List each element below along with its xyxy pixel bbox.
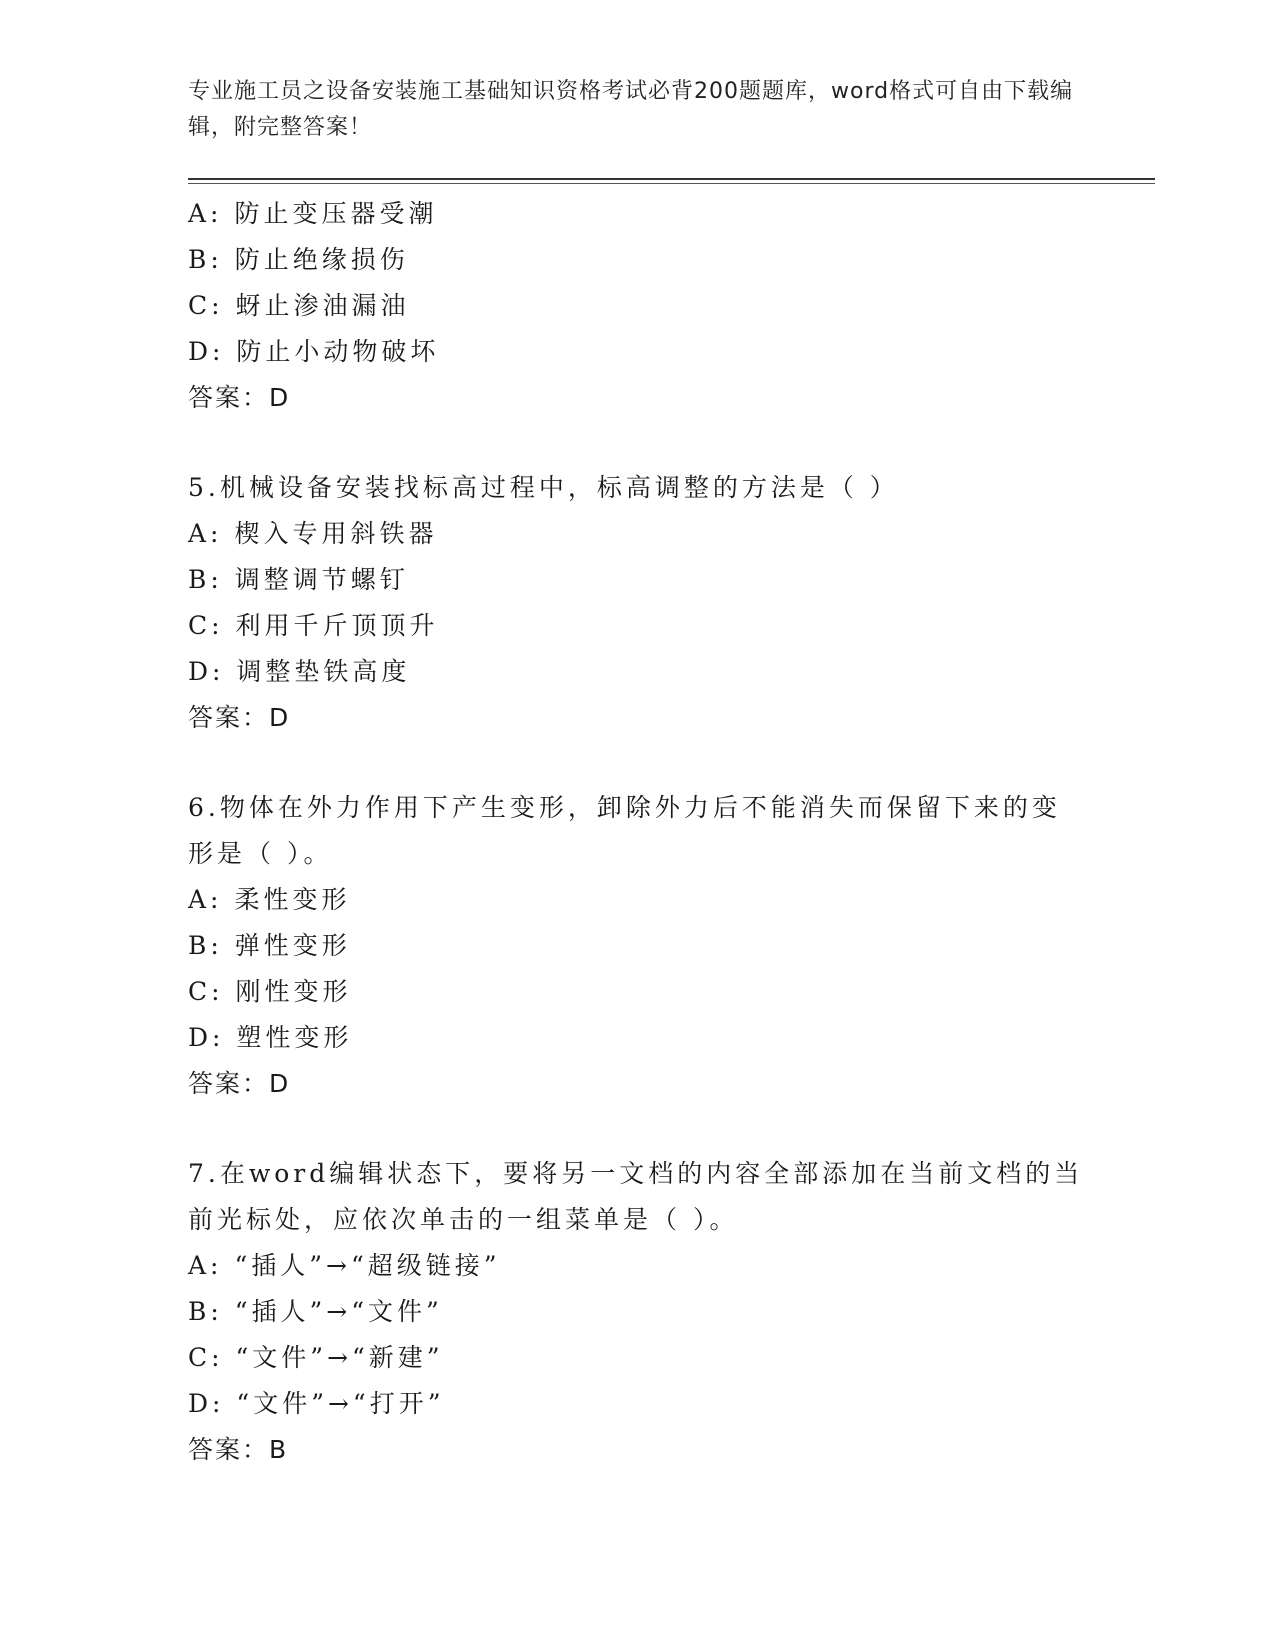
header-divider-thin <box>188 183 1155 184</box>
option-letter: B: <box>188 931 223 960</box>
answer-line: 答案：D <box>188 1069 291 1098</box>
option-text: 利用千斤顶顶升 <box>235 611 439 640</box>
question-block <box>188 465 1088 741</box>
option-c <box>188 1335 1088 1381</box>
option-d <box>188 1381 1088 1427</box>
option-text: 调整垫铁高度 <box>236 657 411 686</box>
option-a <box>188 191 1088 237</box>
spacer <box>188 741 1088 785</box>
option-letter: D: <box>188 657 225 686</box>
option-letter: D: <box>188 1023 225 1052</box>
question-stem: 7.在word编辑状态下，要将另一文档的内容全部添加在当前文档的当前光标处，应依次单击的一组菜单是（ ）。 <box>188 1159 1084 1234</box>
option-letter: B: <box>188 1297 223 1326</box>
question-stem: 6.物体在外力作用下产生变形，卸除外力后不能消失而保留下来的变形是（ ）。 <box>188 793 1061 868</box>
option-letter: C: <box>188 291 224 320</box>
option-b <box>188 557 1088 603</box>
option-letter: D: <box>188 337 225 366</box>
option-text: 楔入专用斜铁器 <box>234 519 438 548</box>
option-text: “插人”→“超级链接” <box>234 1251 501 1280</box>
option-c <box>188 969 1088 1015</box>
option-letter: A: <box>188 519 223 548</box>
option-text: 调整调节螺钉 <box>234 565 409 594</box>
option-text: 防止绝缘损伤 <box>234 245 409 274</box>
option-letter: C: <box>188 1343 224 1372</box>
option-text: “插人”→“文件” <box>234 1297 443 1326</box>
spacer <box>188 421 1088 465</box>
option-b <box>188 1289 1088 1335</box>
option-letter: A: <box>188 885 223 914</box>
option-d <box>188 329 1088 375</box>
option-letter: B: <box>188 245 223 274</box>
option-text: 弹性变形 <box>234 931 351 960</box>
option-c <box>188 283 1088 329</box>
option-text: “文件”→“新建” <box>235 1343 444 1372</box>
question-block <box>188 1151 1088 1473</box>
option-letter: A: <box>188 1251 223 1280</box>
question-block <box>188 191 1088 421</box>
answer-line: 答案：B <box>188 1435 289 1464</box>
answer-line: 答案：D <box>188 703 291 732</box>
option-letter: D: <box>188 1389 225 1418</box>
option-text: 刚性变形 <box>235 977 352 1006</box>
option-a <box>188 1243 1088 1289</box>
option-letter: C: <box>188 977 224 1006</box>
option-text: 柔性变形 <box>234 885 351 914</box>
answer-line: 答案：D <box>188 383 291 412</box>
spacer <box>188 1107 1088 1151</box>
option-letter: C: <box>188 611 224 640</box>
question-block <box>188 785 1088 1107</box>
option-letter: B: <box>188 565 223 594</box>
option-text: 防止变压器受潮 <box>234 199 438 228</box>
option-b <box>188 923 1088 969</box>
option-letter: A: <box>188 199 223 228</box>
option-text: 塑性变形 <box>236 1023 353 1052</box>
option-d <box>188 649 1088 695</box>
option-a <box>188 511 1088 557</box>
document-header: 专业施工员之设备安装施工基础知识资格考试必背200题题库，word格式可自由下载编辑，附完整答案！ <box>188 79 1074 140</box>
option-text: 蚜止渗油漏油 <box>235 291 410 320</box>
option-c <box>188 603 1088 649</box>
option-text: 防止小动物破坏 <box>236 337 440 366</box>
question-list <box>188 191 1088 1473</box>
option-text: “文件”→“打开” <box>236 1389 445 1418</box>
option-a <box>188 877 1088 923</box>
header-divider <box>188 178 1155 180</box>
question-stem: 5.机械设备安装找标高过程中，标高调整的方法是（ ） <box>188 473 899 502</box>
option-b <box>188 237 1088 283</box>
option-d <box>188 1015 1088 1061</box>
